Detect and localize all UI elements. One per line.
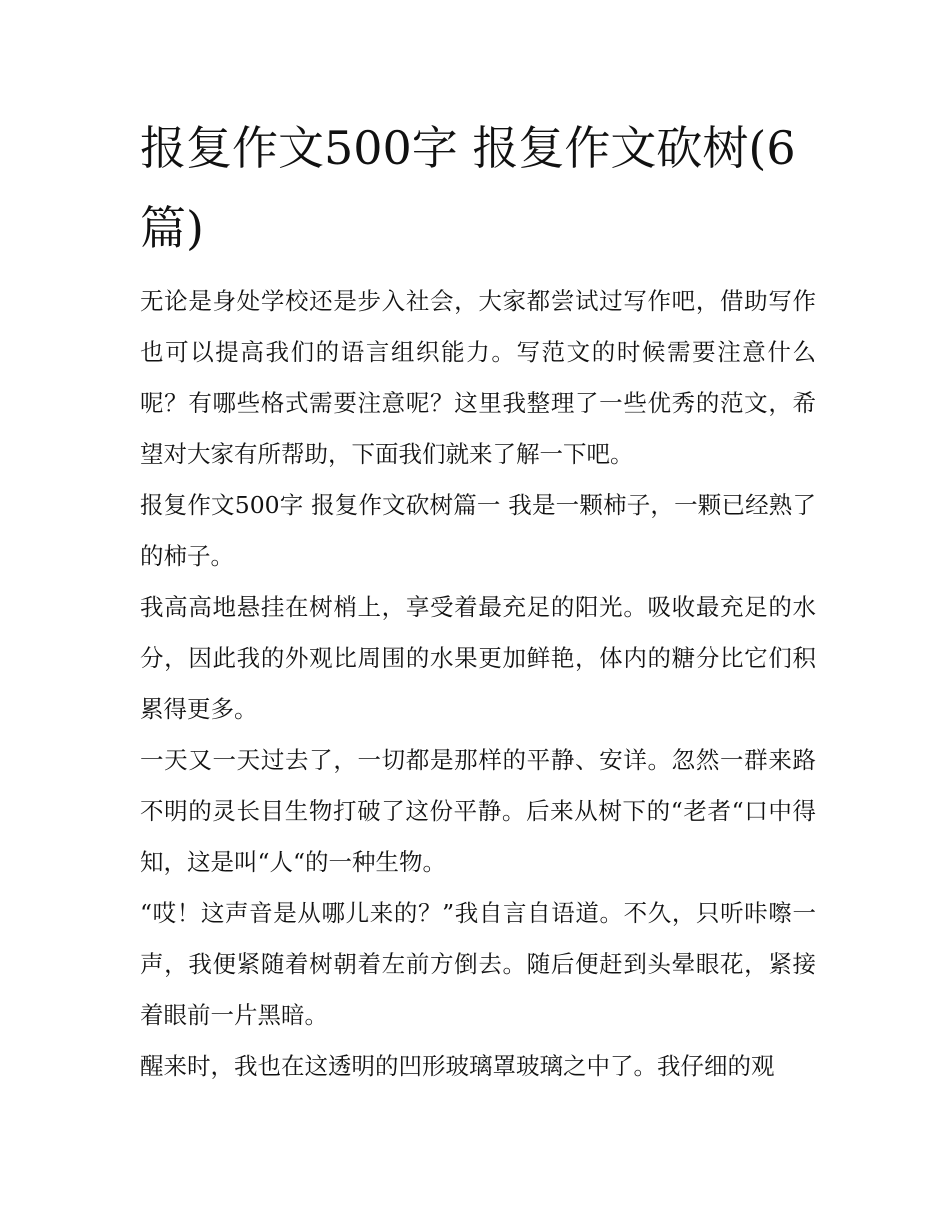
document-body [140, 276, 816, 1092]
document-title: 报复作文500字 报复作文砍树(6篇) [140, 121, 796, 255]
document-page [140, 108, 816, 1092]
paragraph-5: 醒来时，我也在这透明的凹形玻璃罩玻璃之中了。我仔细的观 [140, 1052, 775, 1080]
paragraph-4: “哎！这声音是从哪儿来的？”我自言自语道。不久，只听咔嚓一声，我便紧随着树朝着左前方倒去。随后便赶到头晕眼花，紧接着眼前一片黑暗。 [140, 899, 816, 1029]
paragraph-intro: 无论是身处学校还是步入社会，大家都尝试过写作吧，借助写作也可以提高我们的语言组织能力。写范文的时候需要注意什么呢？有哪些格式需要注意呢？这里我整理了一些优秀的范文，希望对大家有所帮助，下面我们就来了解一下吧。 [140, 287, 816, 468]
paragraph-2: 我高高地悬挂在树梢上，享受着最充足的阳光。吸收最充足的水分，因此我的外观比周围的水果更加鲜艳，体内的糖分比它们积累得更多。 [140, 593, 816, 723]
paragraph-1: 报复作文500字 报复作文砍树篇一 我是一颗柿子，一颗已经熟了的柿子。 [140, 491, 816, 570]
paragraph-3: 一天又一天过去了，一切都是那样的平静、安详。忽然一群来路不明的灵长目生物打破了这份平静。后来从树下的“老者“口中得知，这是叫“人“的一种生物。 [140, 746, 816, 876]
